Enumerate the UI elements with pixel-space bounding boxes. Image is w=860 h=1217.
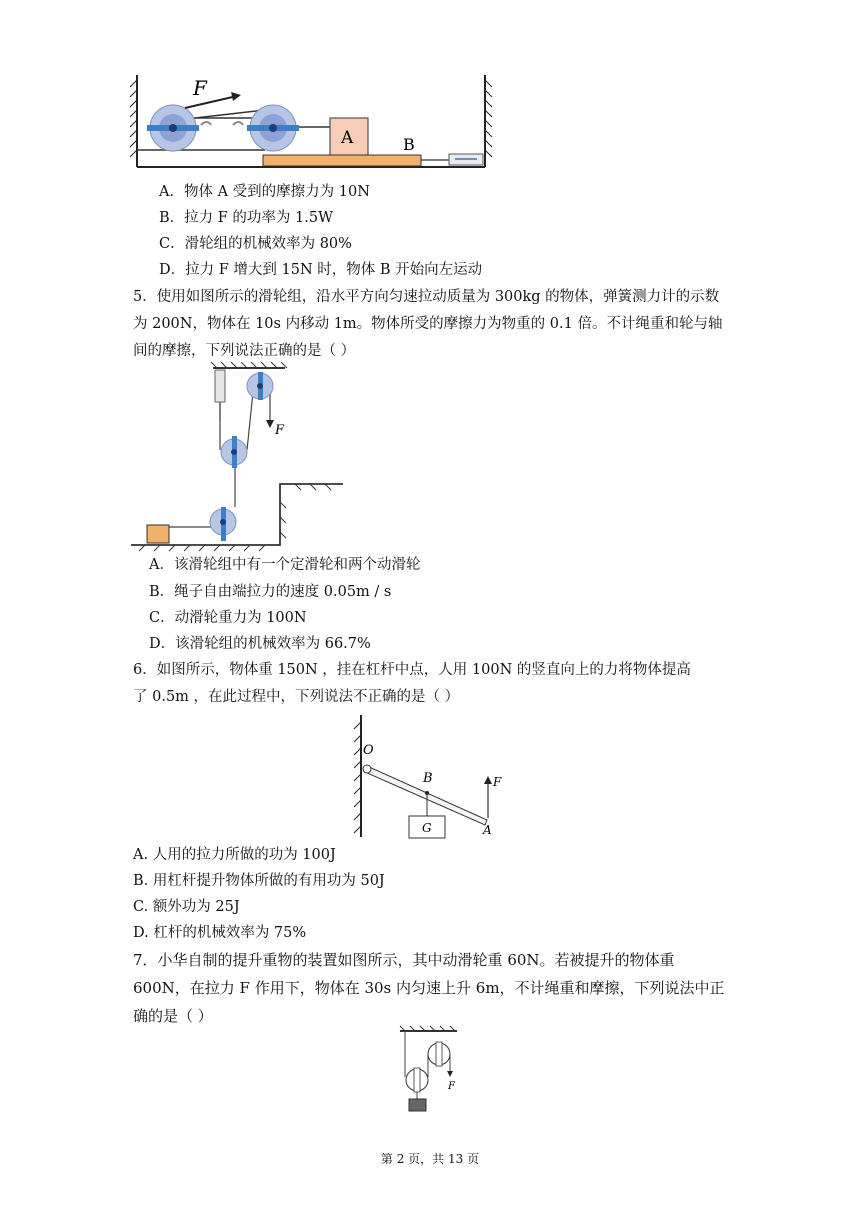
q5-stem-line-3: 间的摩擦，下列说法正确的是（ ）: [133, 343, 356, 359]
pulley-left: [147, 105, 199, 151]
board-b-label: B: [403, 135, 415, 154]
force-label: F: [448, 1081, 455, 1092]
q5-option-d: D．该滑轮组的机械效率为 66.7%: [149, 636, 371, 652]
q4-option-a: A．物体 A 受到的摩擦力为 10N: [159, 184, 370, 200]
moving-pulley: [406, 1068, 428, 1092]
q6-option-d: D. 杠杆的机械效率为 75%: [133, 925, 307, 941]
q6-option-c: C. 额外功为 25J: [133, 899, 240, 915]
moving-pulley-lower: [210, 507, 236, 541]
label-a: A: [483, 823, 492, 837]
moving-pulley-upper: [221, 436, 247, 468]
label-b: B: [423, 771, 433, 786]
fixed-pulley: [247, 372, 273, 400]
q4-option-d: D．拉力 F 增大到 15N 时，物体 B 开始向左运动: [159, 262, 483, 278]
q7-stem-line-2: 600N，在拉力 F 作用下，物体在 30s 内匀速上升 6m，不计绳重和摩擦，下列说法中正: [133, 979, 725, 997]
pulled-object: [147, 525, 169, 543]
board-b: [263, 155, 421, 166]
spring-scale: [215, 370, 225, 402]
page-number: 第 2 页，共 13 页: [380, 1152, 480, 1166]
figure-pulley-system-q7: [395, 1025, 465, 1115]
q7-stem-line-1: 7．小华自制的提升重物的装置如图所示，其中动滑轮重 60N。若被提升的物体重: [133, 951, 675, 969]
q4-option-c: C．滑轮组的机械效率为 80%: [159, 236, 352, 252]
pivot-o: [363, 765, 371, 773]
q6-stem-line-1: 6．如图所示，物体重 150N ，挂在杠杆中点，人用 100N 的竖直向上的力将物体提高: [133, 662, 691, 678]
lifted-weight: [409, 1099, 426, 1111]
q5-stem-line-2: 为 200N，物体在 10s 内移动 1m。物体所受的摩擦力为物重的 0.1 倍。不计绳重和轮与轴: [133, 316, 723, 332]
q7-stem-line-3: 确的是（ ）: [133, 1007, 213, 1025]
q5-option-b: B．绳子自由端拉力的速度 0.05m / s: [149, 584, 392, 600]
block-a-label: A: [341, 128, 354, 148]
q5-option-c: C．动滑轮重力为 100N: [149, 610, 307, 626]
figure-pulley-system-q5: [125, 362, 350, 552]
q5-option-a: A．该滑轮组中有一个定滑轮和两个动滑轮: [149, 557, 421, 573]
q5-stem-line-1: 5．使用如图所示的滑轮组，沿水平方向匀速拉动质量为 300kg 的物体，弹簧测力计的示数: [133, 289, 720, 305]
force-label: F: [193, 76, 207, 100]
q4-option-b: B．拉力 F 的功率为 1.5W: [159, 210, 334, 226]
figure-lever: [345, 710, 510, 840]
label-o: O: [363, 743, 374, 758]
fixed-pulley: [428, 1042, 450, 1066]
q6-option-a: A. 人用的拉力所做的功为 100J: [133, 847, 336, 863]
q6-stem-line-2: 了 0.5m ，在此过程中，下列说法不正确的是（ ）: [133, 689, 460, 705]
label-f: F: [493, 775, 502, 789]
label-g: G: [422, 821, 432, 835]
q6-option-b: B. 用杠杆提升物体所做的有用功为 50J: [133, 873, 385, 889]
figure-pulley-board-apparatus: [125, 70, 495, 175]
force-label: F: [275, 423, 285, 438]
